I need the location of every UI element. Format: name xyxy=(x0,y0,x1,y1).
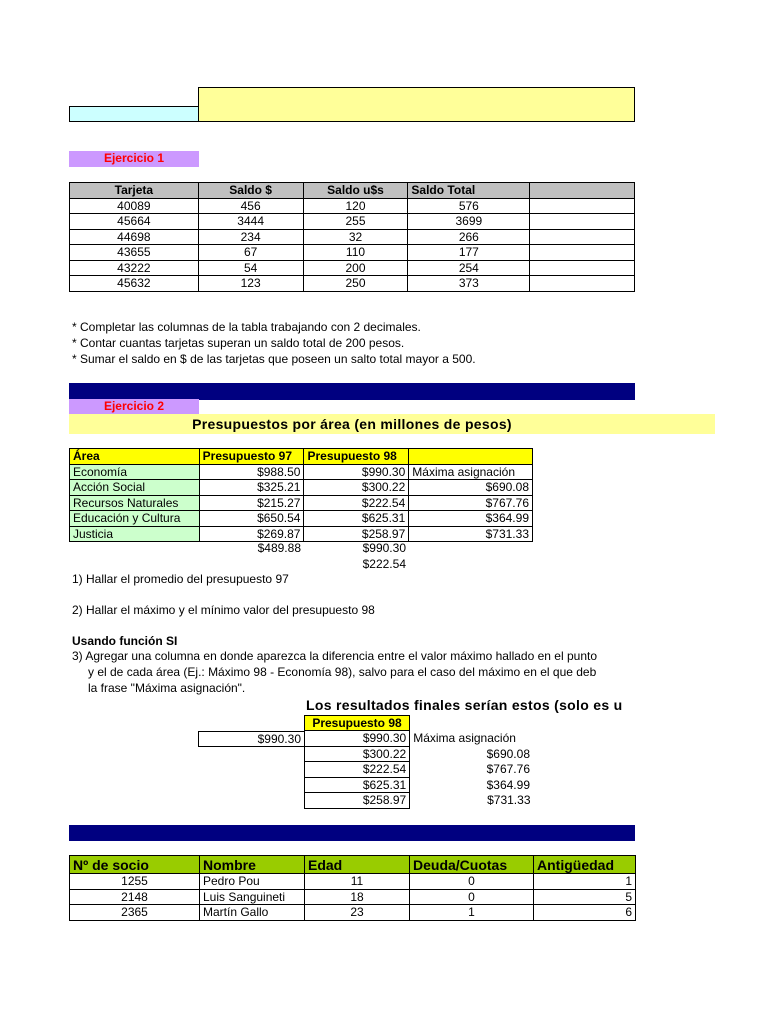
ex3-cell[interactable]: 2148 xyxy=(70,889,200,905)
ex3-cell[interactable]: 1 xyxy=(534,874,636,890)
ex1-note: * Contar cuantas tarjetas superan un saldo total de 200 pesos. xyxy=(72,336,405,350)
ex1-cell[interactable]: 177 xyxy=(408,245,530,261)
table-row xyxy=(70,198,635,214)
ex2-results-header: Presupuesto 98 xyxy=(304,715,410,731)
ex2-cell[interactable]: $625.31 xyxy=(304,511,409,527)
ex3-table xyxy=(69,855,636,921)
ex1-cell[interactable]: 3444 xyxy=(198,214,303,230)
ex2-cell[interactable]: $990.30 xyxy=(304,464,409,480)
ex2-cell[interactable]: Máxima asignación xyxy=(409,464,533,480)
ex2-header: Presupuesto 98 xyxy=(304,449,409,465)
ex1-cell[interactable]: 43222 xyxy=(70,260,199,276)
ex2-area-cell[interactable]: Justicia xyxy=(70,526,200,542)
ex1-cell[interactable]: 456 xyxy=(198,198,303,214)
ex1-cell[interactable]: 110 xyxy=(303,245,408,261)
ex2-area-cell[interactable]: Recursos Naturales xyxy=(70,495,200,511)
ex3-header: Edad xyxy=(305,856,410,874)
ejercicio-1-label: Ejercicio 1 xyxy=(69,151,199,167)
ex2-header xyxy=(409,449,533,465)
ex2-header: Presupuesto 97 xyxy=(199,449,304,465)
ex1-cell[interactable]: 40089 xyxy=(70,198,199,214)
ex2-area-cell[interactable]: Acción Social xyxy=(70,480,200,496)
ex1-cell[interactable]: 266 xyxy=(408,229,530,245)
ex2-results-cell[interactable]: $222.54 xyxy=(305,762,410,778)
ex1-cell[interactable]: 3699 xyxy=(408,214,530,230)
table-row xyxy=(70,214,635,230)
ex1-table xyxy=(69,182,635,292)
table-row xyxy=(70,260,635,276)
ex1-header-empty[interactable] xyxy=(530,183,635,199)
ex2-results-diff[interactable]: $364.99 xyxy=(486,777,530,792)
table-row xyxy=(70,905,636,921)
ex2-results-max[interactable]: $990.30 xyxy=(198,731,305,747)
table-row xyxy=(70,464,533,480)
ex1-header: Saldo u$s xyxy=(303,183,408,199)
ex2-cell[interactable]: $222.54 xyxy=(304,495,409,511)
table-row xyxy=(305,762,534,778)
ex2-cell[interactable]: $767.76 xyxy=(409,495,533,511)
header-cyan-cell[interactable] xyxy=(69,106,199,122)
ex2-title: Presupuestos por área (en millones de pesos) xyxy=(192,416,512,432)
table-row xyxy=(70,276,635,292)
ex1-note: * Completar las columnas de la tabla trabajando con 2 decimales. xyxy=(72,320,421,334)
ex1-cell[interactable]: 576 xyxy=(408,198,530,214)
ex1-cell[interactable]: 234 xyxy=(198,229,303,245)
section-separator xyxy=(69,825,635,841)
ex2-results-diff[interactable]: $690.08 xyxy=(486,746,530,761)
ex2-promedio-97[interactable]: $489.88 xyxy=(257,541,301,555)
ex3-cell[interactable]: Pedro Pou xyxy=(200,874,305,890)
ex1-cell[interactable]: 373 xyxy=(408,276,530,292)
ex3-cell[interactable]: Luis Sanguineti xyxy=(200,889,305,905)
ex3-cell[interactable]: 18 xyxy=(305,889,410,905)
ex2-cell[interactable]: $325.21 xyxy=(199,480,304,496)
table-row xyxy=(305,731,534,747)
ex1-cell[interactable]: 200 xyxy=(303,260,408,276)
ex1-cell-empty[interactable] xyxy=(530,245,635,261)
ex2-table xyxy=(69,448,533,542)
ex2-results-table xyxy=(304,730,534,809)
ex2-cell[interactable]: $300.22 xyxy=(304,480,409,496)
ex2-cell[interactable]: $269.87 xyxy=(199,526,304,542)
ex2-results-title-clip xyxy=(304,697,635,715)
ex1-cell-empty[interactable] xyxy=(530,198,635,214)
table-row xyxy=(70,495,533,511)
section-separator xyxy=(69,383,635,400)
ex2-header: Área xyxy=(70,449,200,465)
ex1-cell[interactable]: 45664 xyxy=(70,214,199,230)
ex2-max-98[interactable]: $990.30 xyxy=(362,541,406,555)
table-row xyxy=(70,245,635,261)
ex2-cell[interactable]: $690.08 xyxy=(409,480,533,496)
ex1-cell-empty[interactable] xyxy=(530,260,635,276)
ex2-results-title: Los resultados finales serían estos (solo es u xyxy=(306,697,623,713)
ex3-cell[interactable]: 5 xyxy=(534,889,636,905)
ex3-cell[interactable]: 6 xyxy=(534,905,636,921)
ex2-results-cell[interactable]: $990.30 xyxy=(305,731,410,747)
ejercicio-2-label: Ejercicio 2 xyxy=(69,399,199,415)
ex2-question-1: 1) Hallar el promedio del presupuesto 97 xyxy=(72,572,289,586)
table-row xyxy=(70,511,533,527)
ex2-results-diff[interactable]: $767.76 xyxy=(486,762,530,777)
ex3-cell[interactable]: 1255 xyxy=(70,874,200,890)
ex3-cell[interactable]: 1 xyxy=(410,905,534,921)
ex1-cell[interactable]: 254 xyxy=(408,260,530,276)
table-row xyxy=(70,874,636,890)
ex1-cell-empty[interactable] xyxy=(530,276,635,292)
ex3-cell[interactable]: 0 xyxy=(410,874,534,890)
ex2-cell[interactable]: $988.50 xyxy=(199,464,304,480)
ex1-cell[interactable]: 67 xyxy=(198,245,303,261)
ex1-header: Saldo Total xyxy=(408,183,530,199)
ex2-cell[interactable]: $364.99 xyxy=(409,511,533,527)
table-row xyxy=(70,889,636,905)
ex2-si-title: Usando función SI xyxy=(72,634,178,648)
ex1-header: Tarjeta xyxy=(70,183,199,199)
ex2-results-diff[interactable]: Máxima asignación xyxy=(413,731,516,746)
ex3-header: Nº de socio xyxy=(70,856,200,874)
ex2-area-cell[interactable]: Educación y Cultura xyxy=(70,511,200,527)
ex1-note: * Sumar el saldo en $ de las tarjetas que poseen un salto total mayor a 500. xyxy=(72,352,476,366)
ex2-cell[interactable]: $258.97 xyxy=(304,526,409,542)
table-row xyxy=(70,480,533,496)
ex2-results-cell[interactable]: $258.97 xyxy=(305,793,410,809)
ex1-cell[interactable]: 123 xyxy=(198,276,303,292)
ex3-cell[interactable]: Martín Gallo xyxy=(200,905,305,921)
ex3-header: Nombre xyxy=(200,856,305,874)
table-row xyxy=(305,746,534,762)
ex2-q3-line: 3) Agregar una columna en donde aparezca la diferencia entre el valor máximo hallado en el punto xyxy=(72,649,597,663)
ex1-cell[interactable]: 250 xyxy=(303,276,408,292)
ex2-results-cell[interactable]: $625.31 xyxy=(305,777,410,793)
ex1-cell[interactable]: 255 xyxy=(303,214,408,230)
ex2-results-cell[interactable]: $300.22 xyxy=(305,746,410,762)
ex3-header: Antigüedad xyxy=(534,856,636,874)
ex2-cell[interactable]: $650.54 xyxy=(199,511,304,527)
ex2-question-3 xyxy=(72,649,635,697)
ex1-cell[interactable]: 54 xyxy=(198,260,303,276)
ex1-cell[interactable]: 120 xyxy=(303,198,408,214)
ex2-area-cell[interactable]: Economía xyxy=(70,464,200,480)
ex2-cell[interactable]: $731.33 xyxy=(409,526,533,542)
ex1-cell[interactable]: 43655 xyxy=(70,245,199,261)
ex1-cell[interactable]: 44698 xyxy=(70,229,199,245)
ex3-cell[interactable]: 11 xyxy=(305,874,410,890)
table-row xyxy=(305,777,534,793)
ex2-cell[interactable]: $215.27 xyxy=(199,495,304,511)
table-row xyxy=(305,793,534,809)
ex3-cell[interactable]: 0 xyxy=(410,889,534,905)
table-row xyxy=(70,526,533,542)
header-title-cell[interactable] xyxy=(198,87,635,122)
ex2-results-diff[interactable]: $731.33 xyxy=(487,793,531,808)
ex2-q3-line: y el de cada área (Ej.: Máximo 98 - Economía 98), salvo para el caso del máximo en el que deb xyxy=(88,665,597,679)
ex2-header-row xyxy=(70,449,533,465)
ex1-header-row xyxy=(70,183,635,199)
ex2-min-98[interactable]: $222.54 xyxy=(362,557,406,571)
ex2-q3-line: la frase "Máxima asignación". xyxy=(88,681,246,695)
ex1-cell-empty[interactable] xyxy=(530,214,635,230)
ex1-cell[interactable]: 45632 xyxy=(70,276,199,292)
ex1-cell-empty[interactable] xyxy=(530,229,635,245)
ex2-question-2: 2) Hallar el máximo y el mínimo valor del presupuesto 98 xyxy=(72,603,375,617)
ex1-cell[interactable]: 32 xyxy=(303,229,408,245)
table-row xyxy=(70,229,635,245)
ex3-header-row xyxy=(70,856,636,874)
ex3-header: Deuda/Cuotas xyxy=(410,856,534,874)
ex3-cell[interactable]: 23 xyxy=(305,905,410,921)
ex1-header: Saldo $ xyxy=(198,183,303,199)
ex3-cell[interactable]: 2365 xyxy=(70,905,200,921)
